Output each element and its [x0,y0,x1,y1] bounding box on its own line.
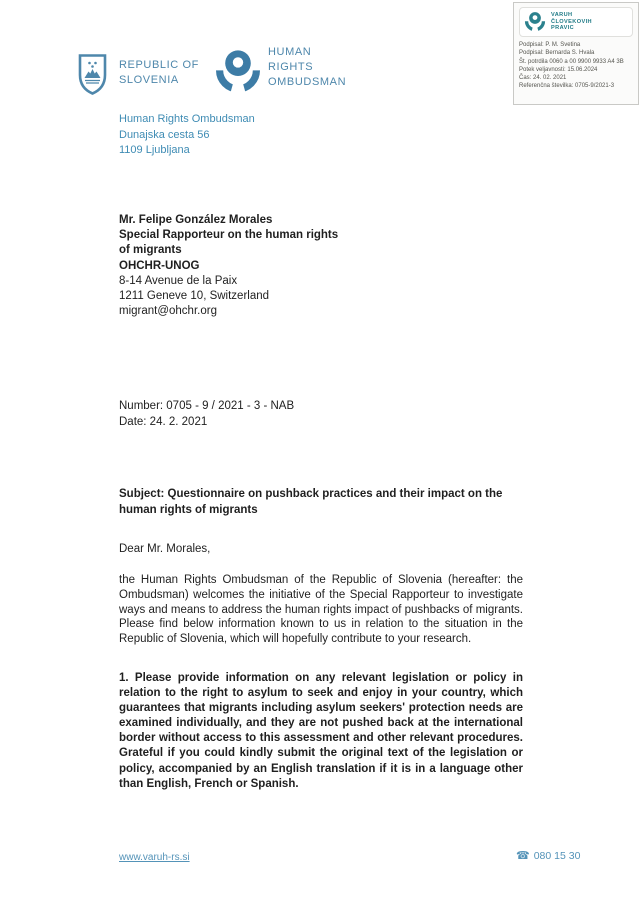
stamp-org-line1: VARUH [551,12,573,19]
stamp-signature-details [519,41,633,91]
website-link[interactable]: www.varuh-rs.si [119,852,190,863]
ombudsman-logo-icon [214,48,262,96]
hro-line3: OMBUDSMAN [268,76,347,89]
stamp-line: Čas: 24. 02. 2021 [519,75,567,82]
stamp-org-line2: ČLOVEKOVIH [551,18,592,25]
sender-address [119,112,255,159]
body-question-1: 1. Please provide information on any relevant legislation or policy in relation to the right to asylum to seek and enjoy in your country, which guarantees that migrants including asylum seekers' protection needs are examined individually, and they are not pushed back at the international border without access to this assessment and other relevant procedures. Grateful if you could kindly submit the original text of the legislation or policy, accompanied by an English translation if it is in a language other than English, French or Spanish. [119,672,523,790]
body-paragraph-1: the Human Rights Ombudsman of the Republic of Slovenia (hereafter: the Ombudsman) welcomes the initiative of the Special Rapporteur to investigate ways and means to address the human rights impact of pushbacks of migrants. Please find below information known to us in relation to the situation in the Republic of Slovenia, which will hopefully contribute to your research. [119,574,523,646]
stamp-org-line3: PRAVIC [551,25,575,32]
recipient-title-line1: Special Rapporteur on the human rights [119,229,339,242]
recipient-title-line2: of migrants [119,244,182,257]
esignature-stamp [513,2,639,105]
republic-of-slovenia-label [119,58,199,88]
reference-block [119,399,294,431]
recipient-city: 1211 Geneve 10, Switzerland [119,290,270,303]
sender-street: Dunajska cesta 56 [119,128,210,141]
stamp-org-name [551,12,592,32]
republic-line1: REPUBLIC OF [119,59,199,71]
phone-icon: ☎ [516,849,530,862]
recipient-org: OHCHR-UNOG [119,259,200,272]
coat-of-arms-icon [78,54,107,95]
reference-date: Date: 24. 2. 2021 [119,415,208,428]
reference-number: Number: 0705 - 9 / 2021 - 3 - NAB [119,400,295,412]
recipient-name: Mr. Felipe González Morales [119,214,273,226]
recipient-email: migrant@ohchr.org [119,305,217,318]
stamp-ombudsman-logo-icon [524,11,546,33]
stamp-line: Št. potrdila 0060 a 00 9900 9933 A4 3B [519,58,624,65]
stamp-logo-row [519,7,633,37]
republic-line2: SLOVENIA [119,74,179,87]
stamp-line: Podpisal: P. M. Svetina [519,42,581,48]
sender-name: Human Rights Ombudsman [119,113,255,125]
stamp-line: Potek veljavnosti: 15.06.2024 [519,66,598,73]
hro-line1: HUMAN [268,46,312,58]
recipient-street: 8-14 Avenue de la Paix [119,274,238,287]
recipient-address [119,213,338,319]
human-rights-ombudsman-label [268,45,346,91]
hro-line2: RIGHTS [268,61,314,74]
phone-number: 080 15 30 [533,850,581,862]
salutation: Dear Mr. Morales, [119,543,211,555]
sender-city: 1109 Ljubljana [119,144,190,157]
subject-line: Subject: Questionnaire on pushback practices and their impact on the human rights of migrants [119,488,503,516]
stamp-line: Podpisal: Bernarda S. Hvala [519,50,595,57]
footer-phone [516,850,580,862]
stamp-line: Referenčna številka: 0705-9/2021-3 [519,83,615,90]
